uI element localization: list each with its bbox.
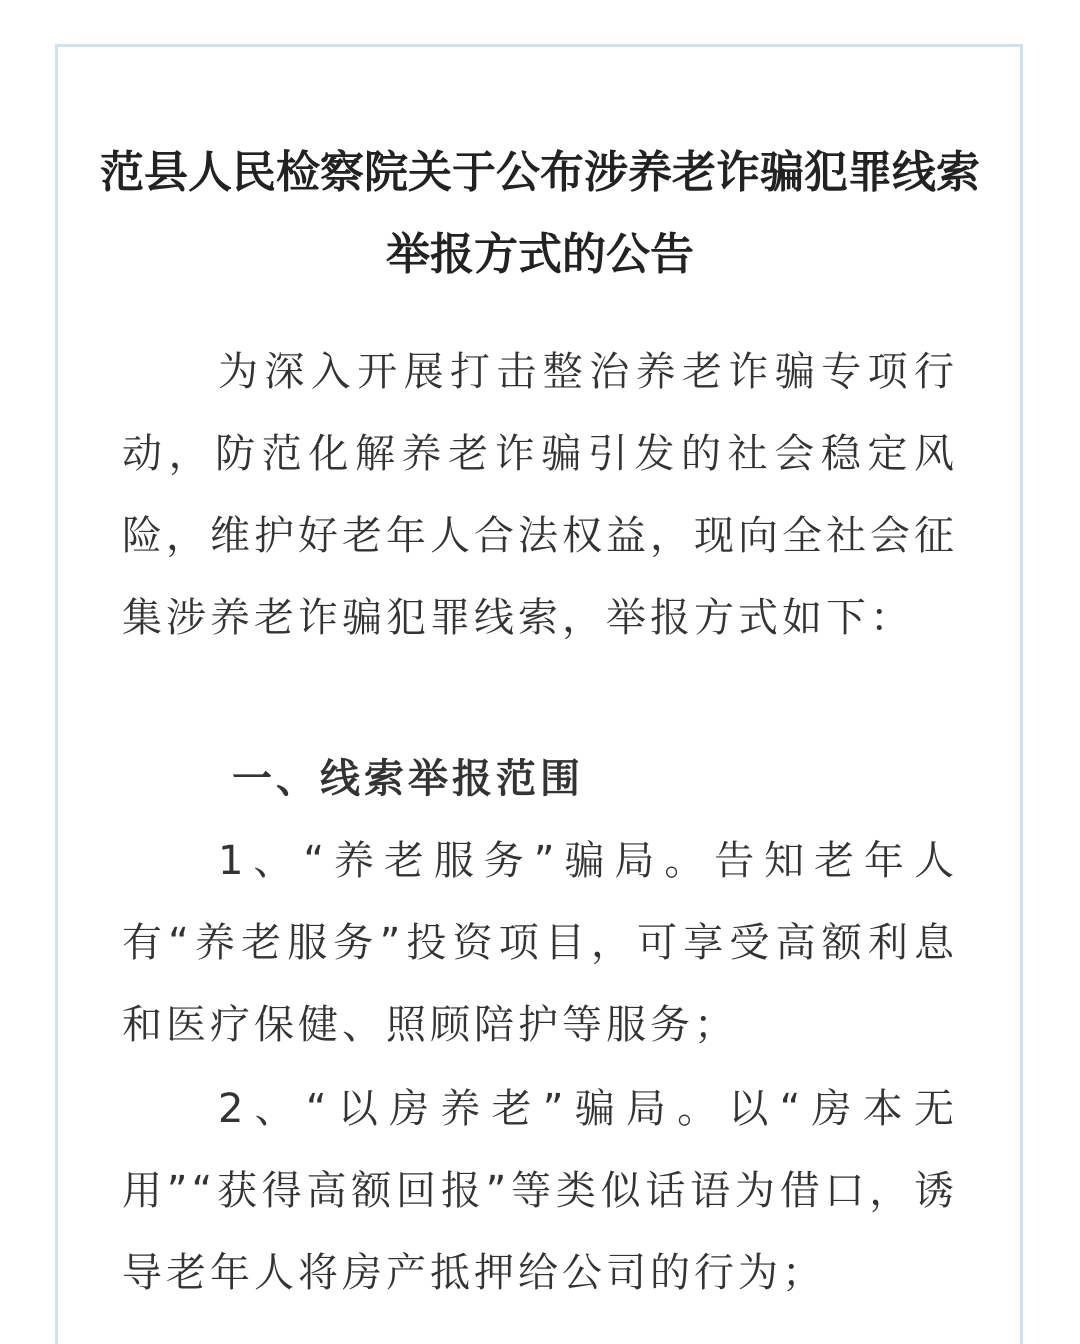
document-title: 范县人民检察院关于公布涉养老诈骗犯罪线索举报方式的公告 bbox=[100, 147, 980, 280]
intro-paragraph: 为深入开展打击整治养老诈骗专项行动，防范化解养老诈骗引发的社会稳定风险，维护好老年人合法权益，现向全社会征集涉养老诈骗犯罪线索，举报方式如下： bbox=[122, 349, 958, 641]
section-heading: 一、线索举报范围 bbox=[232, 756, 584, 802]
list-item-1: 1、“养老服务”骗局。告知老年人有“养老服务”投资项目，可享受高额利息和医疗保健、照顾陪护等服务； bbox=[122, 838, 958, 1048]
list-item-2: 2、“以房养老”骗局。以“房本无用”“获得高额回报”等类似话语为借口，诱导老年人将房产抵押给公司的行为； bbox=[122, 1086, 958, 1296]
